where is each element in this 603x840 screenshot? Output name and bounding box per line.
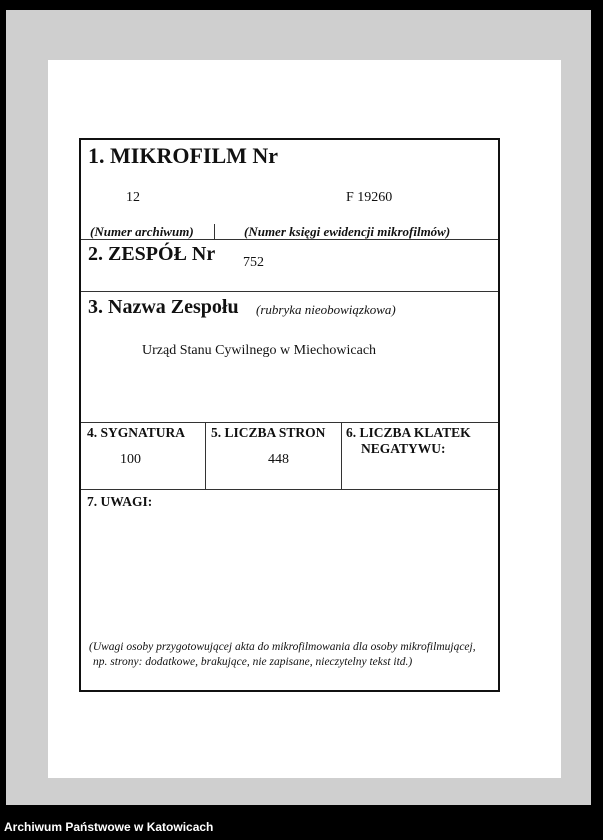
row-divider [81, 489, 498, 490]
pages-label: 5. LICZBA STRON [211, 425, 326, 440]
signature-value: 100 [120, 452, 141, 467]
archive-number: 12 [126, 190, 140, 205]
frames-label: 6. LICZBA KLATEK [346, 425, 471, 440]
column-divider [205, 422, 206, 489]
signature-label: 4. SYGNATURA [87, 425, 186, 440]
fonds-name-value: Urząd Stanu Cywilnego w Miechowicach [142, 343, 377, 358]
optional-note: (rubryka nieobowiązkowa) [256, 302, 396, 317]
microfilm-form [79, 138, 500, 692]
frames-label-2: NEGATYWU: [361, 441, 446, 456]
column-divider [214, 224, 215, 239]
fonds-name-heading: 3. Nazwa Zespołu [88, 296, 239, 318]
register-number: F 19260 [346, 190, 393, 205]
pages-value: 448 [268, 452, 289, 467]
row-divider [81, 422, 498, 423]
fonds-heading: 2. ZESPÓŁ Nr [88, 243, 216, 265]
fonds-number: 752 [243, 255, 264, 270]
microfilm-heading: 1. MIKROFILM Nr [88, 143, 279, 168]
archive-number-label: (Numer archiwum) [90, 224, 194, 239]
row-divider [81, 291, 498, 292]
remarks-note-line2: np. strony: dodatkowe, brakujące, nie zapisane, nieczytelny tekst itd.) [93, 656, 413, 668]
column-divider [341, 422, 342, 489]
archive-footer: Archiwum Państwowe w Katowicach [4, 820, 214, 834]
remarks-label: 7. UWAGI: [87, 494, 153, 509]
register-number-label: (Numer księgi ewidencji mikrofilmów) [244, 224, 451, 239]
remarks-note-line1: (Uwagi osoby przygotowującej akta do mikrofilmowania dla osoby mikrofilmującej, [89, 641, 476, 653]
